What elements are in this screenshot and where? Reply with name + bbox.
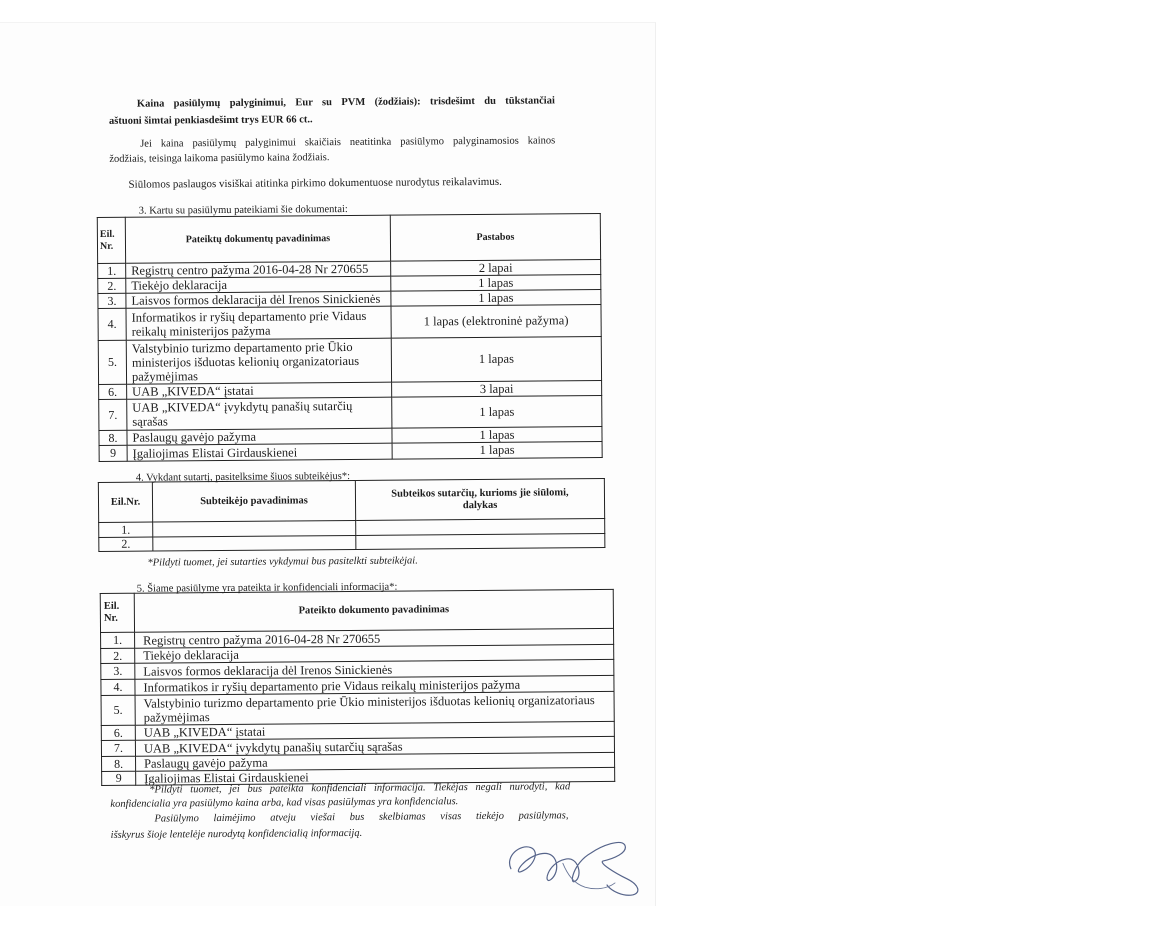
document-notes: 3 lapai [392,381,602,398]
document-name: Tiekėjo deklaracija [143,647,239,663]
row-number: 6. [101,725,135,740]
confidential-heading: 5. Šiame pasiūlyme yra pateikta ir konfidenciali informacija*: [136,581,398,595]
column-header-subject-line: dalykas [462,499,498,511]
document-notes: 1 lapas [391,337,601,383]
price-note-line-1: Jei kaina pasiūlymų palyginimui skaičiais neatitinka pasiūlymo palyginamosios kainos [140,135,556,150]
row-number: 3. [98,293,126,308]
document-name-line: Valstybinio turizmo departamento prie Ūkio ministerijos išduotas kelionių organizatoriaus [143,692,595,711]
price-line-1: Kaina pasiūlymų palyginimui, Eur su PVM (žodžiais): trisdešimt du tūkstančiai [136,95,555,110]
row-number: 4. [101,679,135,695]
document-name-cell [127,397,392,430]
row-number: 5. [98,340,126,384]
row-number: 7. [99,399,127,430]
price-line-2: aštuoni šimtai penkiasdešimt trys EUR 66 ct.. [108,114,313,127]
document-name: Registrų centro pažyma 2016-04-28 Nr 270655 [143,631,381,648]
document-name: Paslaugų gavėjo pažyma [144,755,268,771]
document-name-line: pažymėjimas [143,709,210,725]
document-name-cell [126,338,391,384]
column-header-no: Eil.Nr. [98,482,152,522]
document-name: UAB „KIVEDA“ įstatai [132,383,254,399]
document-name: Įgaliojimas Elistai Girdauskienei [132,444,298,461]
price-note-line-2: žodžiais, teisinga laikoma pasiūlymo kaina žodžiais. [109,152,330,165]
row-number: 2. [98,278,126,293]
row-number: 4. [98,308,126,340]
document-notes: 1 lapas [391,290,601,307]
document-notes: 1 lapas (elektroninė pažyma) [391,305,601,339]
document-name-line: UAB „KIVEDA“ įvykdytų panašių sutarčių [132,398,353,415]
document-name: Registrų centro pažyma 2016-04-28 Nr 270655 [131,261,369,278]
table-header-row [98,479,604,523]
document-name: Laisvos formos deklaracija dėl Irenos Sinickienės [131,291,381,308]
documents-table [97,213,603,462]
document-name: Informatikos ir ryšių departamento prie Vidaus reikalų ministerijos pažyma [143,677,521,695]
confidential-table [100,589,616,786]
row-number: 1. [99,522,153,537]
column-header-subcontractor: Subteikėjo pavadinimas [152,480,355,522]
document-notes: 1 lapas [392,442,602,460]
subcontractors-footnote: *Pildyti tuomet, jei sutarties vykdymui bus pasitelkti subteikėjai. [147,555,418,569]
document-name: Tiekėjo deklaracija [131,277,228,293]
table-row [99,442,602,462]
column-header-notes: Pastabos [390,214,600,262]
row-number: 2. [101,648,135,663]
confidential-footnote-line-2: konfidencialia yra pasiūlymo kaina arba, kad visas pasiūlymas yra konfidencialus. [110,796,459,810]
subcontractor-name-cell [153,535,356,551]
document-name-line: pažymėjimas [131,368,199,384]
column-header-name: Pateikto dokumento pavadinimas [134,589,613,632]
row-number: 5. [101,695,135,725]
column-header-subject-line: Subteikos sutarčių, kurioms jie siūlomi, [391,486,569,500]
document-name: Paslaugų gavėjo pažyma [132,429,257,445]
subcontractors-table [98,478,606,552]
document-notes: 2 lapai [391,260,601,277]
document-notes: 1 lapas [392,396,602,429]
column-header-no: Eil. Nr. [97,217,125,263]
row-number: 9 [99,445,127,461]
document-name-line: ministerijos išduotas kelionių organizatoriaus [131,353,360,370]
table-header-row [100,589,613,632]
row-number: 7. [101,740,135,756]
document-name-cell [127,443,392,461]
document-notes: 1 lapas [391,275,601,292]
subcontractors-heading: 4. Vykdant sutartį, pasitelksime šiuos subteikėjus*: [135,470,351,484]
document-notes: 1 lapas [392,427,602,444]
document-name: UAB „KIVEDA“ įstatai [143,724,266,740]
publication-note-line-2: išskyrus šioje lentelėje nurodytą konfidencialią informaciją. [110,827,363,841]
column-header-subject [355,479,604,521]
table-header-row [97,214,600,264]
document-name-cell [135,691,614,725]
table-row [99,534,605,552]
document-name-cell [126,291,391,308]
row-number: 1. [101,632,135,648]
table-row [98,305,601,341]
subject-cell [356,534,605,550]
document-name: UAB „KIVEDA“ įvykdytų panašių sutarčių sąrašas [143,739,403,756]
document-name: Įgaliojimas Elistai Girdauskienei [144,769,309,786]
row-number: 8. [102,756,136,771]
table-row [101,691,614,725]
document-name-line: sąrašas [132,414,168,429]
table-row [98,337,601,385]
row-number: 8. [99,430,127,445]
row-number: 6. [99,384,127,399]
document-name-line: reikalų ministerijos pažyma [131,323,271,339]
subcontractor-name-cell [153,520,356,537]
document-name-cell [126,261,391,278]
publication-note-line-1: Pasiūlymo laimėjimo atveju viešai bus skelbiamas visas tiekėjo pasiūlymas, [154,810,569,825]
column-header-name: Pateiktų dokumentų pavadinimas [125,215,390,263]
row-number: 2. [99,537,153,551]
document-name-line: Valstybinio turizmo departamento prie Ūkio [131,339,353,356]
row-number: 1. [98,263,126,278]
confidential-footnote-line-1: *Pildyti tuomet, jei bus pateikta konfidenciali informacija. Tiekėjas negali nurodyti, kad [149,781,571,796]
documents-heading: 3. Kartu su pasiūlymu pateikiami šie dokumentai: [138,204,348,217]
document-name-cell [126,306,391,340]
document-name: Laisvos formos deklaracija dėl Irenos Sinickienės [143,662,393,679]
row-number: 9 [102,771,136,785]
signature [503,833,649,902]
table-row [99,396,602,431]
row-number: 3. [101,663,135,679]
document-name-line: Informatikos ir ryšių departamento prie Vidaus [131,308,367,325]
column-header-no: Eil. Nr. [100,593,134,632]
compliance-statement: Siūlomos paslaugos visiškai atitinka pirkimo dokumentuose nurodytus reikalavimus. [128,175,502,191]
